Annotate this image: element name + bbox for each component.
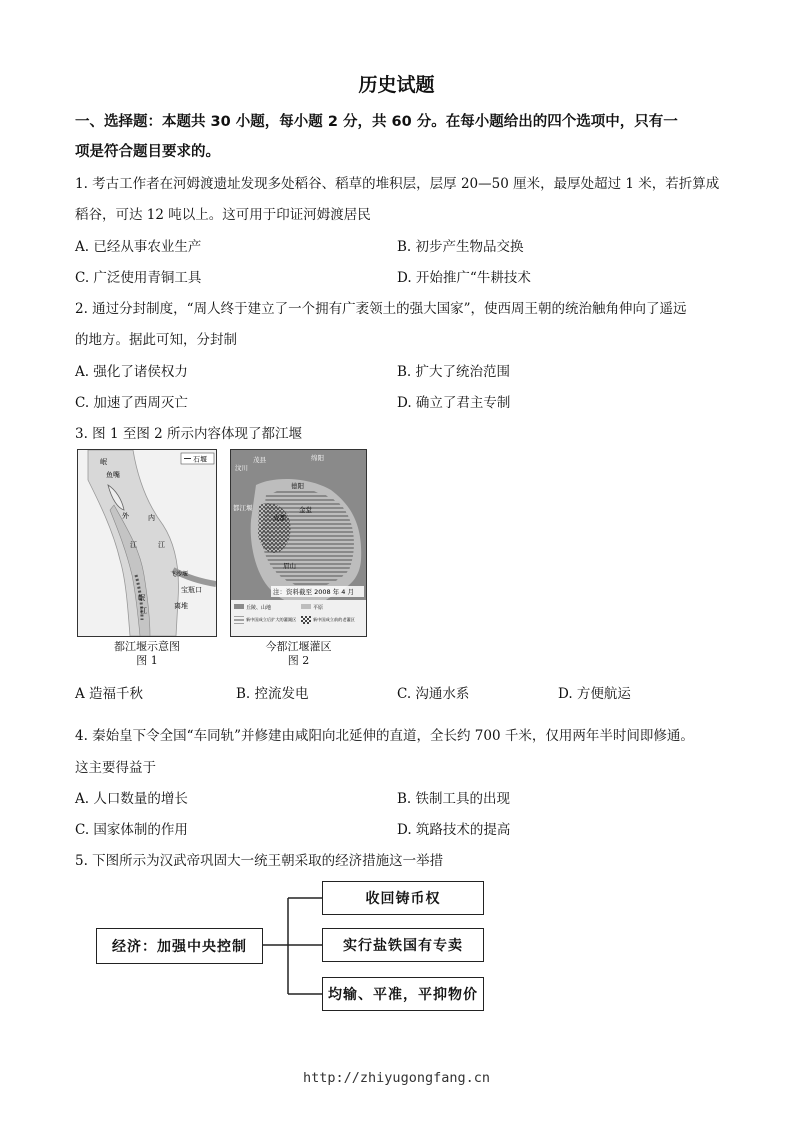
svg-text:岷: 岷 (100, 458, 107, 466)
footer-url[interactable]: http://zhiyugongfang.cn (303, 1070, 490, 1086)
svg-text:丘陵、山地: 丘陵、山地 (246, 605, 272, 611)
q4-option-a[interactable]: A. 人口数量的增长 (75, 791, 188, 807)
diagram-item-coinage: 收回铸币权 (322, 881, 484, 915)
q1-option-b[interactable]: B. 初步产生物品交换 (397, 239, 524, 255)
q1-option-d[interactable]: D. 开始推广“牛耕技术 (397, 270, 531, 286)
q5-stem-line1: 5. 下图所示为汉武帝巩固大一统王朝采取的经济措施这一举措 (75, 853, 444, 869)
q2-option-b[interactable]: B. 扩大了统治范围 (397, 364, 511, 380)
q2-option-d[interactable]: D. 确立了君主专制 (397, 395, 511, 411)
dujiangyan-diagram-svg (78, 450, 216, 636)
svg-text:离堆: 离堆 (174, 602, 188, 610)
q4-option-d[interactable]: D. 筑路技术的提高 (397, 822, 511, 838)
svg-text:鱼嘴: 鱼嘴 (106, 471, 120, 479)
svg-text:金堂: 金堂 (299, 506, 312, 514)
section-heading-line2: 项是符合题目要求的。 (75, 144, 220, 160)
q4-stem-line1: 4. 秦始皇下令全国“车同轨”并修建由咸阳向北延伸的直道，全长约 700 千米，仅用两年半时间即修通。 (75, 728, 694, 744)
diagram-item-price-control: 均输、平准，平抑物价 (322, 977, 484, 1011)
svg-text:茂县: 茂县 (253, 456, 266, 464)
irrigation-area-svg (231, 450, 366, 636)
svg-text:新中国成立前的老灌区: 新中国成立前的老灌区 (313, 617, 355, 622)
fig1-label: 图 1 (136, 654, 158, 667)
svg-text:眉山: 眉山 (283, 562, 296, 570)
svg-text:江: 江 (130, 541, 137, 549)
svg-text:成都: 成都 (273, 514, 286, 522)
diagram-item-salt-iron: 实行盐铁国有专卖 (322, 928, 484, 962)
q3-option-d[interactable]: D. 方便航运 (558, 686, 631, 702)
svg-text:德阳: 德阳 (291, 482, 304, 490)
svg-text:平原: 平原 (313, 605, 324, 611)
svg-text:都江堰: 都江堰 (233, 504, 253, 512)
figure-1-map (77, 449, 217, 637)
svg-text:飞沙堰: 飞沙堰 (170, 571, 189, 578)
q2-option-c[interactable]: C. 加速了西周灭亡 (75, 395, 188, 411)
figure-2-map (230, 449, 367, 637)
q2-stem-line2: 的地方。据此可知，分封制 (75, 332, 237, 348)
q2-option-a[interactable]: A. 强化了诸侯权力 (75, 364, 188, 380)
fig2-caption: 今都江堰灌区 (265, 640, 332, 653)
svg-text:江: 江 (140, 607, 147, 615)
q1-option-a[interactable]: A. 已经从事农业生产 (75, 239, 202, 255)
q3-option-b[interactable]: B. 控流发电 (236, 686, 309, 702)
svg-text:新中国成立后扩大的灌溉区: 新中国成立后扩大的灌溉区 (246, 617, 297, 622)
q1-stem-line2: 稻谷，可达 12 吨以上。这可用于印证河姆渡居民 (75, 207, 371, 223)
svg-text:江: 江 (158, 541, 165, 549)
q2-stem-line1: 2. 通过分封制度，“周人终于建立了一个拥有广袤领土的强大国家”，使西周王朝的统治触角伸向了遥远 (75, 301, 687, 317)
svg-text:汶川: 汶川 (235, 464, 248, 472)
svg-text:内: 内 (148, 514, 155, 522)
fig1-legend-label: 石堰 (193, 455, 207, 464)
svg-text:注：资料截至 2008 年 4 月: 注：资料截至 2008 年 4 月 (273, 588, 354, 596)
svg-text:绵阳: 绵阳 (311, 454, 324, 462)
q4-stem-line2: 这主要得益于 (75, 760, 156, 776)
diagram-main-box: 经济：加强中央控制 (96, 928, 263, 964)
q1-stem-line1: 1. 考古工作者在河姆渡遗址发现多处稻谷、稻草的堆积层，层厚 20—50 厘米，最厚处超过 1 米，若折算成 (75, 176, 720, 192)
fig1-caption: 都江堰示意图 (114, 640, 180, 653)
fig2-label: 图 2 (287, 654, 310, 667)
q3-option-a[interactable]: A 造福千秋 (75, 686, 144, 702)
q1-option-c[interactable]: C. 广泛使用青铜工具 (75, 270, 202, 286)
section-heading-line1: 一、选择题：本题共 30 小题，每小题 2 分，共 60 分。在每小题给出的四个选项中，只有一 (75, 114, 678, 130)
q4-option-c[interactable]: C. 国家体制的作用 (75, 822, 188, 838)
q3-option-c[interactable]: C. 沟通水系 (397, 686, 470, 702)
page-title: 历史试题 (358, 74, 435, 96)
q3-stem-line1: 3. 图 1 至图 2 所示内容体现了都江堰 (75, 426, 303, 442)
svg-text:宝瓶口: 宝瓶口 (181, 586, 202, 594)
svg-text:外: 外 (122, 512, 129, 520)
q4-option-b[interactable]: B. 铁制工具的出现 (397, 791, 511, 807)
svg-text:岷: 岷 (138, 594, 145, 602)
